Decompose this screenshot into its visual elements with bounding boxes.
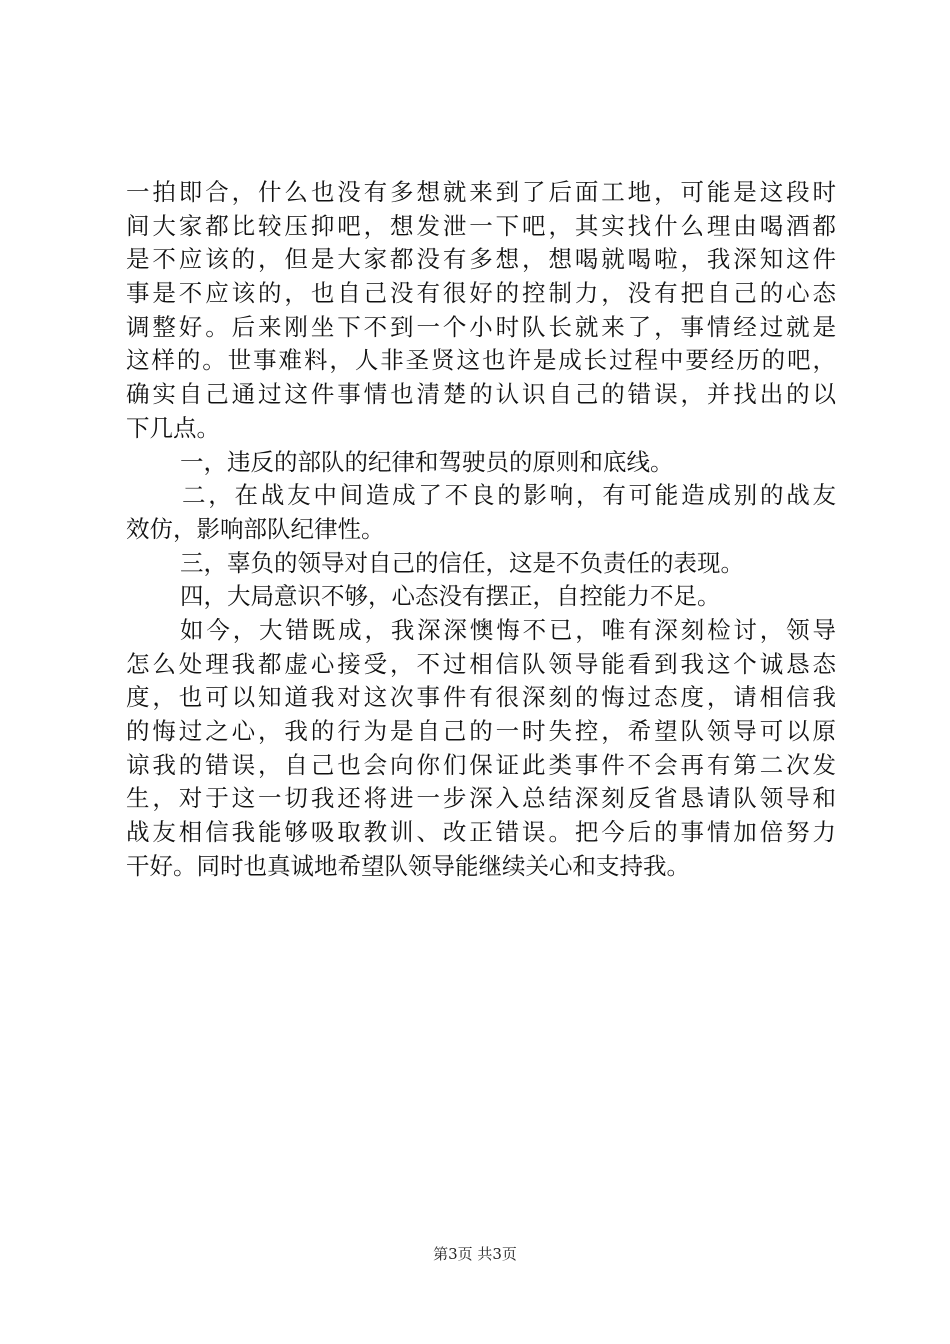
text-line: 生，对于这一切我还将进一步深入总结深刻反省恳请队领导和	[126, 784, 836, 813]
text-line: 的悔过之心，我的行为是自己的一时失控，希望队领导可以原	[126, 717, 836, 745]
text-line: 怎么处理我都虚心接受，不过相信队领导能看到我这个诚恳态	[126, 649, 836, 678]
text-line: 三，辜负的领导对自己的信任，这是不负责任的表现。	[180, 548, 744, 577]
text-line: 度，也可以知道我对这次事件有很深刻的悔过态度，请相信我	[126, 683, 836, 712]
text-line: 效仿，影响部队纪律性。	[126, 514, 385, 543]
text-line: 干好。同时也真诚地希望队领导能继续关心和支持我。	[126, 851, 690, 880]
text-line: 这样的。世事难料，人非圣贤这也许是成长过程中要经历的吧，	[126, 346, 836, 375]
text-line: 一，违反的部队的纪律和驾驶员的原则和底线。	[180, 447, 674, 476]
text-line: 一拍即合，什么也没有多想就来到了后面工地，可能是这段时	[126, 178, 836, 206]
document-body	[126, 176, 836, 883]
text-line: 下几点。	[126, 413, 220, 442]
text-line: 四，大局意识不够，心态没有摆正，自控能力不足。	[180, 582, 721, 611]
text-line: 战友相信我能够吸取教训、改正错误。把今后的事情加倍努力	[126, 818, 836, 847]
text-line: 间大家都比较压抑吧，想发泄一下吧，其实找什么理由喝酒都	[126, 211, 836, 240]
page-footer: 第3页 共3页	[433, 1245, 517, 1263]
text-line: 谅我的错误，自己也会向你们保证此类事件不会再有第二次发	[126, 750, 836, 779]
text-line: 二，在战友中间造成了不良的影响，有可能造成别的战友	[182, 481, 836, 510]
text-line: 确实自己通过这件事情也清楚的认识自己的错误，并找出的以	[126, 380, 836, 409]
text-line: 调整好。后来刚坐下不到一个小时队长就来了，事情经过就是	[126, 312, 836, 341]
text-line: 事是不应该的，也自己没有很好的控制力，没有把自己的心态	[126, 279, 836, 308]
text-line: 是不应该的，但是大家都没有多想，想喝就喝啦，我深知这件	[126, 245, 836, 274]
text-line: 如今，大错既成，我深深懊悔不已，唯有深刻检讨，领导	[180, 615, 836, 644]
